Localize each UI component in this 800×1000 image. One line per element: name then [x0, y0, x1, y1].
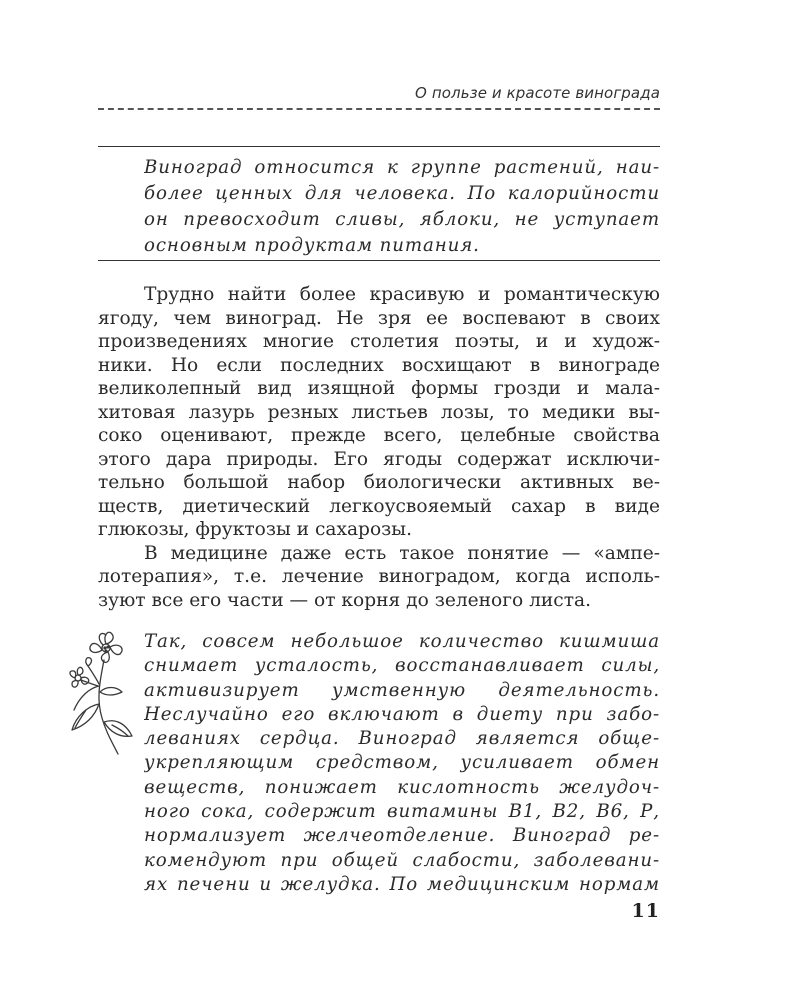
quote-line: укрепляющим средством, усиливает обмен: [144, 752, 660, 774]
paragraph-line: Трудно найти более красивую и романтическую: [144, 284, 660, 305]
paragraph-line: тельно большой набор биологически активных ве-: [98, 472, 660, 493]
intro-line: Виноград относится к группе растений, наи-: [144, 157, 660, 178]
paragraph-line: ществ, диетический легкоусвояемый сахар в виде: [98, 495, 660, 517]
quote-line: комендуют при общей слабости, заболевани-: [144, 849, 660, 871]
paragraph-line: великолепный вид изящной формы грозди и мала-: [98, 378, 660, 399]
quote-line: ного сока, содержит витамины В1, В2, В6, Р,: [144, 801, 660, 823]
body-text: [98, 283, 660, 612]
quote-line: Неслучайно его включают в диету при забо-: [144, 703, 660, 725]
quote-line: снимает усталость, восстанавливает силы,: [144, 655, 660, 677]
quote-line: активизирует умственную деятельность.: [144, 679, 660, 701]
flower-icon: [66, 626, 138, 756]
header-dashed-divider: [98, 108, 660, 110]
paragraph-line: ягоду, чем виноград. Не зря ее воспевают в своих: [98, 307, 660, 329]
intro-line: он превосходит сливы, яблоки, не уступает: [144, 209, 660, 230]
page-number: 11: [631, 900, 660, 922]
paragraph-line: хитовая лазурь резных листьев лозы, то медики вы-: [98, 401, 660, 423]
quote-line: Так, совсем небольшое количество кишмиша: [144, 631, 660, 652]
paragraph-line: соко оценивают, прежде всего, целебные свойства: [98, 425, 660, 446]
quote-line: леваниях сердца. Виноград является обще-: [144, 728, 660, 750]
paragraph-line: В медицине даже есть такое понятие — «ампе-: [144, 542, 660, 564]
paragraph-line: зуют все его части — от корня до зеленого листа.: [98, 589, 591, 611]
quote-line: веществ, понижает кислотность желудоч-: [144, 776, 660, 798]
intro-line: основным продуктам питания.: [144, 235, 480, 256]
paragraph-line: ники. Но если последних восхищают в винограде: [98, 354, 660, 376]
intro-box-top-rule: [98, 146, 660, 147]
intro-box-bottom-rule: [98, 260, 660, 261]
intro-line: более ценных для человека. По калорийности: [144, 183, 660, 204]
running-title: О пользе и красоте винограда: [415, 84, 660, 102]
paragraph-line: этого дара природы. Его ягоды содержат исключи-: [98, 448, 660, 470]
highlighted-quote: [144, 630, 660, 897]
paragraph-line: произведениях многие столетия поэты, и и худож-: [98, 331, 660, 352]
quote-line: нормализует желчеотделение. Виноград ре-: [144, 825, 660, 847]
paragraph-line: глюкозы, фруктозы и сахарозы.: [98, 519, 412, 540]
intro-box: [144, 155, 660, 259]
quote-line: ях печени и желудка. По медицинским нормам: [144, 873, 660, 895]
paragraph-line: лотерапия», т.е. лечение виноградом, когда исполь-: [98, 566, 660, 587]
